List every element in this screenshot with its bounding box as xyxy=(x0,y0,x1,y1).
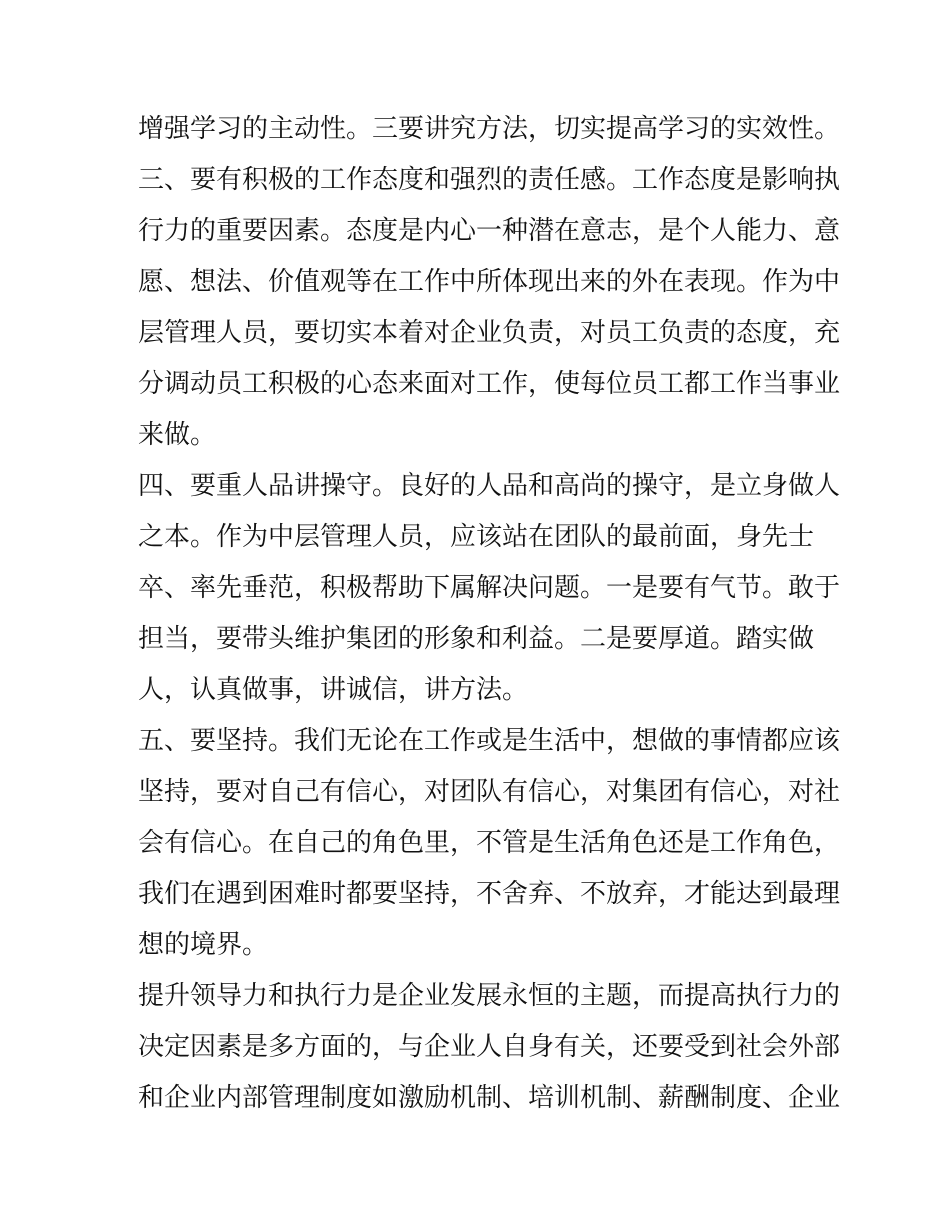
text-line: 卒、率先垂范，积极帮助下属解决问题。一是要有气节。敢于 xyxy=(138,573,841,603)
text-line: 之本。作为中层管理人员，应该站在团队的最前面，身先士 xyxy=(138,522,815,552)
text-line: 会有信心。在自己的角色里，不管是生活角色还是工作角色， xyxy=(138,828,841,858)
text-line: 坚持，要对自己有信心，对团队有信心，对集团有信心，对社 xyxy=(138,777,841,807)
text-line: 提升领导力和执行力是企业发展永恒的主题，而提高执行力的 xyxy=(138,981,841,1011)
text-line: 五、要坚持。我们无论在工作或是生活中，想做的事情都应该 xyxy=(138,726,841,756)
text-line: 来做。 xyxy=(138,420,217,450)
text-line: 行力的重要因素。态度是内心一种潜在意志，是个人能力、意 xyxy=(138,216,841,246)
text-line: 担当，要带头维护集团的形象和利益。二是要厚道。踏实做 xyxy=(138,624,815,654)
text-line: 四、要重人品讲操守。良好的人品和高尚的操守，是立身做人 xyxy=(138,471,841,501)
text-line: 和企业内部管理制度如激励机制、培训机制、薪酬制度、企业 xyxy=(138,1083,841,1113)
text-line: 我们在遇到困难时都要坚持，不舍弃、不放弃，才能达到最理 xyxy=(138,879,841,909)
text-line: 愿、想法、价值观等在工作中所体现出来的外在表现。作为中 xyxy=(138,267,841,297)
text-line: 三、要有积极的工作态度和强烈的责任感。工作态度是影响执 xyxy=(138,165,841,195)
document-body xyxy=(138,104,841,1124)
text-line: 分调动员工积极的心态来面对工作，使每位员工都工作当事业 xyxy=(138,369,841,399)
text-line: 人，认真做事，讲诚信，讲方法。 xyxy=(138,675,529,705)
text-line: 层管理人员，要切实本着对企业负责，对员工负责的态度，充 xyxy=(138,318,841,348)
text-line: 决定因素是多方面的，与企业人自身有关，还要受到社会外部 xyxy=(138,1032,841,1062)
text-line: 增强学习的主动性。三要讲究方法，切实提高学习的实效性。 xyxy=(138,114,841,144)
text-line: 想的境界。 xyxy=(138,930,269,960)
